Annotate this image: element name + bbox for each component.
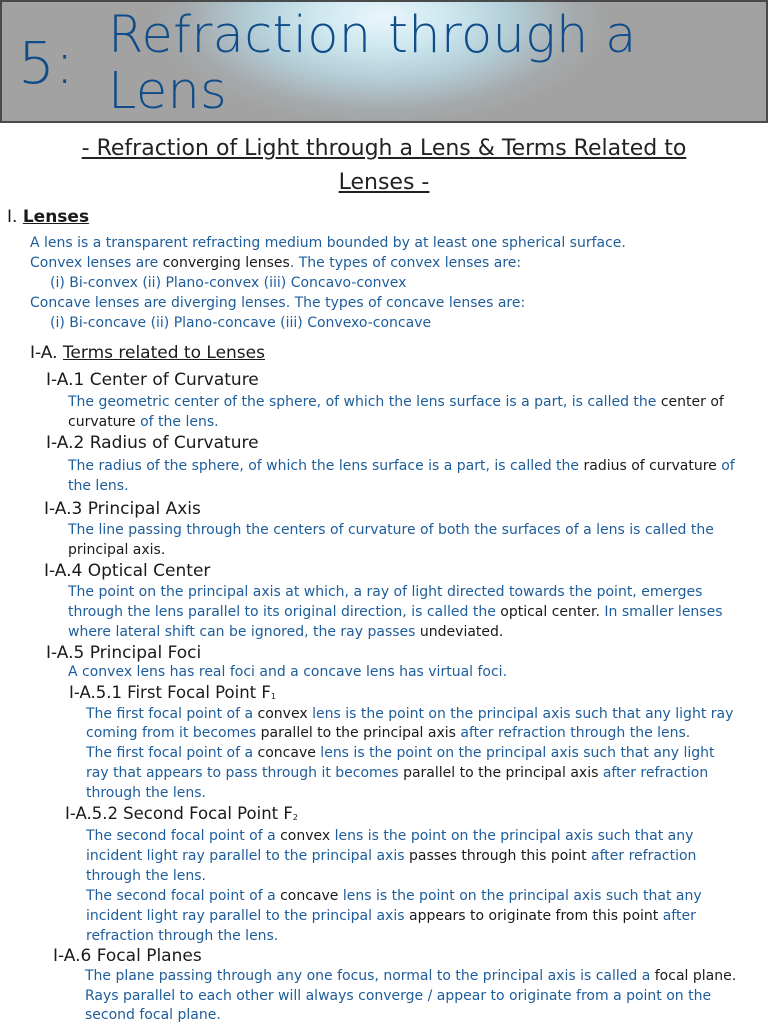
chapter-title: [108, 8, 637, 120]
section-lenses-heading: [7, 207, 89, 227]
second-focal-point-heading: I-A.5.2 Second Focal Point $F_2$: [65, 804, 298, 823]
principal-foci-line1: A convex lens has real foci and a concave lens has virtual foci.: [68, 664, 508, 680]
center-of-curvature-line1: The geometric center of the sphere, of which the lens surface is a part, is called the center of: [68, 394, 724, 410]
concave-types: (i) Bi-concave (ii) Plano-concave (iii) Convexo-concave: [50, 315, 432, 331]
principal-axis-line1: The line passing through the centers of curvature of both the surfaces of a lens is called the: [68, 522, 714, 538]
radius-of-curvature-line1: The radius of the sphere, of which the lens surface is a part, is called the radius of curvature of: [68, 458, 735, 474]
principal-foci-heading: I-A.5 Principal Foci: [46, 643, 202, 663]
center-of-curvature-heading: I-A.1 Center of Curvature: [46, 370, 259, 390]
terms-section-heading: I-A. Terms related to Lenses: [30, 343, 265, 363]
page-subtitle: [0, 132, 768, 200]
section-heading-text: Lenses: [22, 207, 90, 227]
focal-planes-line2: Rays parallel to each other will always converge / appear to originate from a point on the: [85, 988, 712, 1004]
second-focal-point-line1: The second focal point of a convex lens is the point on the principal axis such that any: [86, 828, 694, 844]
focal-planes-line1: The plane passing through any one focus, normal to the principal axis is called a focal plane.: [85, 968, 737, 984]
second-focal-point-line5: incident light ray parallel to the principal axis appears to originate from this point after: [86, 908, 696, 924]
center-of-curvature-line2: curvature of the lens.: [68, 414, 219, 430]
convex-lenses-text: Convex lenses are converging lenses. The types of convex lenses are:: [30, 255, 522, 271]
principal-axis-heading: I-A.3 Principal Axis: [44, 499, 201, 519]
second-focal-point-line4: The second focal point of a concave lens is the point on the principal axis such that any: [86, 888, 702, 904]
radius-of-curvature-line2: the lens.: [68, 478, 129, 494]
chapter-title-line1: Refraction through a: [108, 6, 637, 65]
concave-lenses-text: Concave lenses are diverging lenses. The types of concave lenses are:: [30, 295, 526, 311]
first-focal-point-line3: The first focal point of a concave lens is the point on the principal axis such that any light: [86, 745, 715, 761]
first-focal-point-line4: ray that appears to pass through it becomes parallel to the principal axis after refraction: [86, 765, 709, 781]
optical-center-heading: I-A.4 Optical Center: [44, 561, 211, 581]
first-focal-point-line2: coming from it becomes parallel to the principal axis after refraction through the lens.: [86, 725, 691, 741]
subtitle-line2: Lenses -: [338, 170, 430, 195]
chapter-title-line2: Lens: [108, 62, 227, 121]
optical-center-line1: The point on the principal axis at which, a ray of light directed towards the point, emerges: [68, 584, 703, 600]
second-focal-point-line3: through the lens.: [86, 868, 207, 884]
first-focal-point-line1: The first focal point of a convex lens is the point on the principal axis such that any light ray: [86, 706, 734, 722]
optical-center-line2: through the lens parallel to its original direction, is called the optical center. In smaller lenses: [68, 604, 723, 620]
focal-planes-heading: I-A.6 Focal Planes: [53, 946, 202, 966]
principal-axis-line2: principal axis.: [68, 542, 166, 558]
convex-types: (i) Bi-convex (ii) Plano-convex (iii) Concavo-convex: [50, 275, 407, 291]
first-focal-point-line5: through the lens.: [86, 785, 207, 801]
optical-center-line3: where lateral shift can be ignored, the ray passes undeviated.: [68, 624, 504, 640]
subtitle-line1: - Refraction of Light through a Lens & Terms Related to: [81, 136, 687, 161]
radius-of-curvature-heading: I-A.2 Radius of Curvature: [46, 433, 259, 453]
title-banner: [0, 0, 768, 123]
second-focal-point-line2: incident light ray parallel to the principal axis passes through this point after refraction: [86, 848, 697, 864]
focal-planes-line3: second focal plane.: [85, 1007, 221, 1023]
chapter-number: 5:: [18, 29, 75, 97]
second-focal-point-line6: refraction through the lens.: [86, 928, 279, 944]
lens-definition: A lens is a transparent refracting medium bounded by at least one spherical surface.: [30, 235, 626, 251]
section-prefix: I.: [7, 207, 23, 227]
first-focal-point-heading: I-A.5.1 First Focal Point $F_1$: [69, 683, 276, 702]
